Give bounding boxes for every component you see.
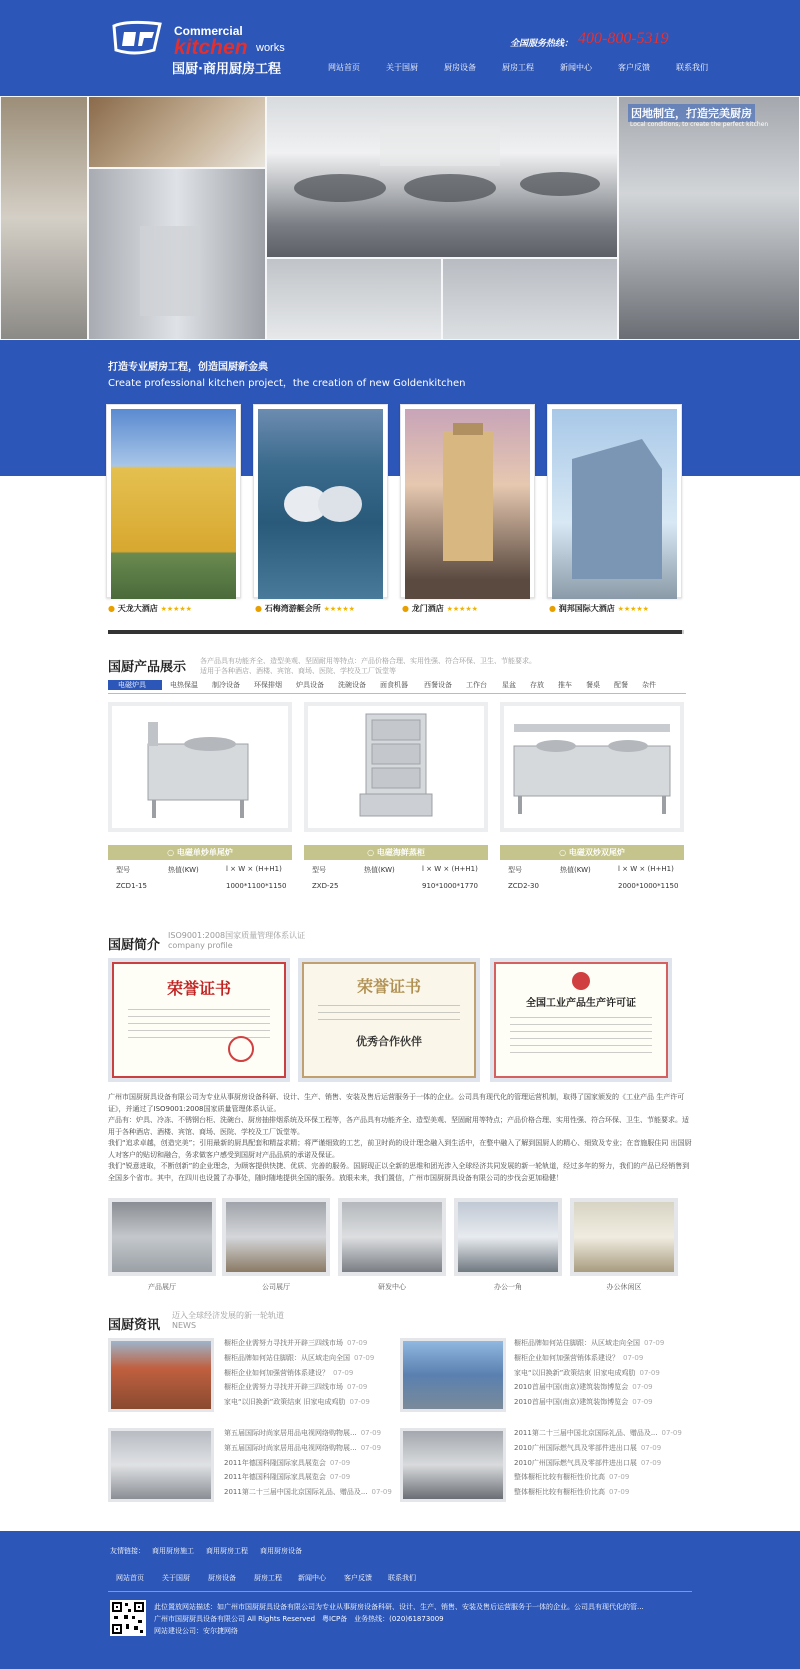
banner-wok-shapes xyxy=(0,96,800,340)
tab-warming[interactable]: 电热保温 xyxy=(170,681,198,689)
news-item-date: 07-09 xyxy=(360,1429,382,1437)
news-subtitle: 迈入全球经济发展的新一轮轨道 xyxy=(172,1311,284,1320)
product-photo-double-stove xyxy=(504,706,680,828)
news-item[interactable] xyxy=(514,1485,682,1500)
project-photo-longmen xyxy=(405,409,530,599)
tab-storage[interactable]: 存放 xyxy=(530,681,544,689)
product-name-bar[interactable]: ○ 电磁单炒单尾炉 xyxy=(108,845,292,860)
tab-misc[interactable]: 杂件 xyxy=(642,681,656,689)
project-caption[interactable]: ● 润邦国际大酒店 ★★★★★ xyxy=(549,604,649,613)
news-photo-expo[interactable] xyxy=(400,1338,506,1412)
project-photo-shimeiwan xyxy=(258,409,383,599)
qr-code-icon xyxy=(110,1600,146,1636)
product-name: 电磁双炒双尾炉 xyxy=(568,848,625,857)
seal-icon xyxy=(228,1036,254,1062)
news-list xyxy=(514,1426,682,1500)
news-list xyxy=(224,1336,374,1410)
spec-header-size: l × W × (H+H1) xyxy=(226,865,282,873)
news-item[interactable] xyxy=(224,1426,392,1441)
news-item-title: 2011年德国科隆国际家具展览会 xyxy=(224,1473,326,1482)
certificate-license[interactable] xyxy=(490,958,672,1082)
product-photo-steamer xyxy=(308,706,484,828)
hotline-number: 400-800-5319 xyxy=(578,30,669,47)
news-item-title: 第五届国际时尚家居用品电视网络购物展... xyxy=(224,1429,357,1437)
news-item-title: 2011年德国科隆国际家具展览会 xyxy=(224,1458,326,1467)
photo-company-hall xyxy=(226,1202,326,1272)
banner-slogan-cn: 因地制宜，打造完美厨房 xyxy=(628,104,755,122)
footer-nav-contact[interactable]: 联系我们 xyxy=(388,1574,416,1582)
news-item[interactable] xyxy=(514,1470,682,1485)
company-photo[interactable] xyxy=(454,1198,562,1276)
news-item-title: 2010广州国际燃气具及零部件进出口展 xyxy=(514,1458,637,1467)
news-photo-building[interactable] xyxy=(108,1338,214,1412)
spec-size: 1000*1100*1150 xyxy=(226,882,287,890)
footer-nav-engineering[interactable]: 厨房工程 xyxy=(254,1574,282,1582)
news-item-title: 2010首届中国(南京)建筑装饰博览会 xyxy=(514,1398,629,1407)
tab-induction[interactable]: 电磁炉具 xyxy=(108,680,162,690)
footer-nav-home[interactable]: 网站首页 xyxy=(116,1574,144,1582)
photo-caption: 办公休闲区 xyxy=(606,1283,642,1291)
footer-builder[interactable]: 网站建设公司：安尔捷网络 xyxy=(154,1627,238,1635)
friend-link[interactable]: 商用厨房工程 xyxy=(206,1547,248,1555)
projects-scrollbar-thumb[interactable] xyxy=(108,630,682,634)
news-item-title: 橱柜企业需努力寻找并开辟三四线市场 xyxy=(224,1339,343,1347)
product-tabs xyxy=(108,680,688,692)
news-item[interactable] xyxy=(514,1441,682,1456)
logo-icon[interactable] xyxy=(110,20,164,56)
hero-banner xyxy=(0,96,800,340)
footer-divider xyxy=(108,1591,692,1592)
spec-header-size: l × W × (H+H1) xyxy=(618,865,674,873)
nav-item-equipment[interactable]: 厨房设备 xyxy=(444,63,476,72)
banner-slogan-en: Local conditions, to create the perfect kitchen xyxy=(630,121,769,128)
news-item-date: 07-09 xyxy=(639,1368,660,1377)
photo-office xyxy=(458,1202,558,1272)
projects-title-en: Create professional kitchen project，the creation of new Goldenkitchen xyxy=(108,378,466,389)
news-item-date: 07-09 xyxy=(354,1353,375,1362)
footer-copyright: 广州市国厨厨具设备有限公司 All Rights Reserved 粤ICP备 业务热线：(020)61873009 xyxy=(154,1615,444,1623)
friend-links-label: 友情链接： xyxy=(110,1547,145,1555)
project-name: 润邦国际大酒店 xyxy=(558,604,615,613)
spec-header-model: 型号 xyxy=(116,866,130,874)
company-photo[interactable] xyxy=(222,1198,330,1276)
news-item[interactable] xyxy=(514,1366,664,1381)
about-subtitle: ISO9001:2008国家质量管理体系认证 xyxy=(168,931,306,940)
project-card[interactable] xyxy=(106,404,241,598)
logo-text-commercial: Commercial xyxy=(174,24,243,38)
news-item-date: 07-09 xyxy=(632,1383,653,1392)
certificate-title: 全国工业产品生产许可证 xyxy=(526,998,636,1009)
tabs-divider xyxy=(108,693,686,694)
news-item-date: 07-09 xyxy=(609,1488,630,1497)
footer-nav-feedback[interactable]: 客户反馈 xyxy=(344,1574,372,1582)
main-nav xyxy=(328,62,708,76)
news-item-date: 07-09 xyxy=(347,1383,368,1392)
news-item-title: 整体橱柜比较有橱柜性价比高 xyxy=(514,1488,605,1497)
news-item[interactable] xyxy=(514,1351,664,1366)
about-paragraph: 广州市国厨厨具设备有限公司为专业从事厨房设备科研、设计、生产、销售、安装及售后运营服务于一体的企业。公司具有现代化的管理运营机制，取得了国家颁发的《工业产品 生产许可证》，并通过了ISO9001:2008国家质量管理体系认证。 xyxy=(108,1093,685,1113)
spec-model: ZCD1-15 xyxy=(116,882,147,890)
nav-item-news[interactable]: 新闻中心 xyxy=(560,63,592,72)
logo-text-cn: 国厨·商用厨房工程 xyxy=(172,62,281,77)
project-photo-runbang xyxy=(552,409,677,599)
news-item-date: 07-09 xyxy=(632,1398,653,1407)
certificate-title: 荣誉证书 xyxy=(166,979,231,998)
footer-nav-about[interactable]: 关于国厨 xyxy=(162,1574,190,1582)
news-photo-equipment[interactable] xyxy=(400,1428,506,1502)
news-item-date: 07-09 xyxy=(640,1443,662,1452)
news-item[interactable] xyxy=(514,1336,664,1351)
news-item[interactable] xyxy=(514,1395,664,1410)
news-photo-kitchen[interactable] xyxy=(108,1428,214,1502)
product-card[interactable] xyxy=(304,702,488,832)
tab-stoves[interactable]: 炉具设备 xyxy=(296,681,324,689)
news-item[interactable] xyxy=(514,1426,682,1441)
news-item[interactable] xyxy=(224,1456,392,1471)
news-item[interactable] xyxy=(224,1470,392,1485)
about-paragraph: 产品有：炉具、冷冻、不锈钢台柜、洗碗台、厨房抽排烟系统及环保工程等，各产品具有功能齐全、造型美观、坚固耐用等特点；产品价格合理、实用性强、符合环保、卫生、节能要求。适用于各种酒店、酒楼、宾馆、商场、医院、学校及工厂饭堂等。 xyxy=(108,1116,689,1136)
news-item-title: 橱柜企业如何加强营销体系建设？ xyxy=(514,1353,619,1362)
product-card[interactable] xyxy=(108,702,292,832)
about-title: 国厨简介 xyxy=(108,938,161,953)
news-item[interactable] xyxy=(224,1441,392,1456)
projects-title-cn: 打造专业厨房工程，创造国厨新金典 xyxy=(108,362,268,373)
news-item-title: 橱柜企业需努力寻找并开辟三四线市场 xyxy=(224,1383,343,1392)
certificate-text-lines xyxy=(510,1017,652,1057)
friend-link[interactable]: 商用厨房施工 xyxy=(152,1547,194,1555)
photo-caption: 产品展厅 xyxy=(148,1283,176,1291)
spec-header-model: 型号 xyxy=(312,866,326,874)
photo-rd-center xyxy=(342,1202,442,1272)
footer-nav-news[interactable]: 新闻中心 xyxy=(298,1574,326,1582)
project-caption[interactable]: ● 龙门酒店 ★★★★★ xyxy=(402,604,478,613)
spec-model: ZXD-25 xyxy=(312,882,339,890)
nav-item-about[interactable]: 关于国厨 xyxy=(386,63,418,72)
spec-header-power: 热值(KW) xyxy=(364,866,395,874)
project-photo-tianlong xyxy=(111,409,236,599)
news-item-title: 橱柜品牌如何站住脚跟：从区域走向全国 xyxy=(514,1339,640,1347)
news-item-date: 07-09 xyxy=(360,1443,382,1452)
product-name: 电磁单炒单尾炉 xyxy=(176,848,233,857)
tab-pasta[interactable]: 面食机器 xyxy=(380,681,408,689)
tab-western[interactable]: 西餐设备 xyxy=(424,681,452,689)
news-item-date: 07-09 xyxy=(371,1488,392,1497)
project-card[interactable] xyxy=(253,404,388,598)
spec-header-model: 型号 xyxy=(508,866,522,874)
photo-lounge xyxy=(574,1202,674,1272)
product-name-bar[interactable]: ○ 电磁海鲜蒸柜 xyxy=(304,845,488,860)
news-item-title: 橱柜企业如何加强营销体系建设？ xyxy=(224,1368,329,1377)
star-rating: ★★★★★ xyxy=(323,605,355,613)
news-subtitle-en: NEWS xyxy=(172,1321,197,1330)
news-item-title: 2011第二十三届中国北京国际礼品、赠品及... xyxy=(224,1488,368,1497)
product-name-bar[interactable]: ○ 电磁双炒双尾炉 xyxy=(500,845,684,860)
news-item-title: 2010首届中国(南京)建筑装饰博览会 xyxy=(514,1383,629,1392)
star-rating: ★★★★★ xyxy=(160,605,192,613)
news-item[interactable] xyxy=(224,1351,374,1366)
news-item-title: 第五届国际时尚家居用品电视网络购物展... xyxy=(224,1443,357,1452)
news-title: 国厨资讯 xyxy=(108,1318,161,1333)
product-card[interactable] xyxy=(500,702,684,832)
tab-sink[interactable]: 星盆 xyxy=(502,681,516,689)
project-caption[interactable]: ● 天龙大酒店 ★★★★★ xyxy=(108,604,192,613)
products-desc: 各产品具有功能齐全、造型美观、坚固耐用等特点：产品价格合理、实用性强、符合环保、卫生、节能要求。 xyxy=(200,657,536,665)
tab-dishwash[interactable]: 洗碗设备 xyxy=(338,681,366,689)
photo-showroom xyxy=(112,1202,212,1272)
spec-size: 2000*1000*1150 xyxy=(618,882,679,890)
nav-item-feedback[interactable]: 客户反馈 xyxy=(618,63,650,72)
product-photo-single-stove xyxy=(112,706,288,828)
company-photo[interactable] xyxy=(570,1198,678,1276)
spec-model: ZCD2-30 xyxy=(508,882,539,890)
certificate-honor-1[interactable] xyxy=(108,958,290,1082)
news-item-date: 07-09 xyxy=(661,1429,682,1437)
certificate-text-lines xyxy=(128,1009,270,1039)
tab-cart[interactable]: 推车 xyxy=(558,681,572,689)
news-item-title: 2010广州国际燃气具及零部件进出口展 xyxy=(514,1443,637,1452)
about-paragraph: 我们“锐意进取，不断创新”的企业理念，为顾客提供快捷、优质、完善的服务。国厨现正以全新的思维和团光涉入全球经济共同发展的新一轮轨道，经过多年的努力，我们的产品已经销售到全国多个省市。其中，在四川也设置了办事处，随时随地提供全国的服务。放眼未来，我们置信，广州市国厨厨具设备有限公司的步伐会更加稳健！ xyxy=(108,1162,690,1182)
news-item-date: 07-09 xyxy=(609,1473,630,1482)
company-photo[interactable] xyxy=(338,1198,446,1276)
news-item[interactable] xyxy=(514,1456,682,1471)
star-rating: ★★★★★ xyxy=(617,605,649,613)
tab-exhaust[interactable]: 环保排烟 xyxy=(254,681,282,689)
news-item-date: 07-09 xyxy=(329,1458,351,1467)
star-rating: ★★★★★ xyxy=(446,605,478,613)
news-list xyxy=(224,1426,392,1500)
news-item-date: 07-09 xyxy=(349,1398,370,1407)
photo-caption: 研发中心 xyxy=(378,1283,406,1291)
products-desc: 适用于各种酒店、酒楼、宾馆、商场、医院、学校及工厂饭堂等 xyxy=(200,667,396,675)
about-text xyxy=(108,1092,692,1184)
spec-header-power: 热值(KW) xyxy=(560,866,591,874)
certificate-frame xyxy=(494,962,668,1078)
news-item-date: 07-09 xyxy=(623,1353,644,1362)
project-caption[interactable]: ● 石梅湾游艇会所 ★★★★★ xyxy=(255,604,355,613)
logo-text-kitchen: kitchen xyxy=(174,36,248,59)
news-item-date: 07-09 xyxy=(333,1368,354,1377)
project-name: 天龙大酒店 xyxy=(117,604,158,613)
about-paragraph: 我们“追求卓越，创造完美”；引用最新的厨具配套和精益求精；将严谨细致的工艺，前卫时尚的设计理念融入到生活中，在整中融入了解到国厨人的精心、细致及专业；在音施服住同 出国厨人对客户的贴切和融合，务求做客户感受到国厨对产品品质的承诺及保证。 xyxy=(108,1139,692,1159)
news-item[interactable] xyxy=(224,1366,374,1381)
news-item-title: 橱柜品牌如何站住脚跟：从区域走向全国 xyxy=(224,1353,350,1362)
project-name: 龙门酒店 xyxy=(411,604,444,613)
nav-item-contact[interactable]: 联系我们 xyxy=(676,63,708,72)
news-item[interactable] xyxy=(224,1380,374,1395)
footer-description: 此位置放网站描述：如广州市国厨厨具设备有限公司为专业从事厨房设备科研、设计、生产、销售、安装及售后运营服务于一体的企业。公司具有现代化的管... xyxy=(154,1603,644,1611)
friend-link[interactable]: 商用厨房设备 xyxy=(260,1547,302,1555)
products-title: 国厨产品展示 xyxy=(108,660,187,675)
spec-header-power: 热值(KW) xyxy=(168,866,199,874)
certificate-frame xyxy=(112,962,286,1078)
hotline-label: 全国服务热线： xyxy=(510,39,574,49)
tab-table[interactable]: 餐桌 xyxy=(586,681,600,689)
news-item-title: 家电“以旧换新”政策结束 旧家电成鸡肋 xyxy=(514,1368,636,1377)
logo-text-works: works xyxy=(256,42,285,54)
news-item[interactable] xyxy=(224,1336,374,1351)
tab-refrigeration[interactable]: 制冷设备 xyxy=(212,681,240,689)
news-list xyxy=(514,1336,664,1410)
spec-header-size: l × W × (H+H1) xyxy=(422,865,478,873)
company-photo[interactable] xyxy=(108,1198,216,1276)
news-item-date: 07-09 xyxy=(644,1339,665,1347)
news-item[interactable] xyxy=(224,1395,374,1410)
news-item[interactable] xyxy=(224,1485,392,1500)
photo-caption: 办公一角 xyxy=(494,1283,522,1291)
nav-item-home[interactable]: 网站首页 xyxy=(328,63,360,72)
project-name: 石梅湾游艇会所 xyxy=(264,604,321,613)
certificate-frame xyxy=(302,962,476,1078)
photo-caption: 公司展厅 xyxy=(262,1283,290,1291)
news-item-date: 07-09 xyxy=(329,1473,351,1482)
news-item-date: 07-09 xyxy=(347,1339,368,1347)
tab-meal[interactable]: 配餐 xyxy=(614,681,628,689)
news-item-title: 2011第二十三届中国北京国际礼品、赠品及... xyxy=(514,1429,658,1437)
news-item-title: 整体橱柜比较有橱柜性价比高 xyxy=(514,1473,605,1482)
footer-nav-equipment[interactable]: 厨房设备 xyxy=(208,1574,236,1582)
project-card[interactable] xyxy=(547,404,682,598)
certificate-honor-2[interactable] xyxy=(298,958,480,1082)
tab-worktable[interactable]: 工作台 xyxy=(466,681,487,689)
news-item-title: 家电“以旧换新”政策结束 旧家电成鸡肋 xyxy=(224,1398,346,1407)
spec-size: 910*1000*1770 xyxy=(422,882,478,890)
about-subtitle-en: company profile xyxy=(168,941,233,950)
project-card[interactable] xyxy=(400,404,535,598)
news-item[interactable] xyxy=(514,1380,664,1395)
certificate-text-lines xyxy=(318,1005,460,1025)
product-name: 电磁海鲜蒸柜 xyxy=(376,848,425,857)
emblem-icon xyxy=(572,972,590,990)
certificate-subtitle: 优秀合作伙伴 xyxy=(356,1035,422,1048)
nav-item-engineering[interactable]: 厨房工程 xyxy=(502,63,534,72)
news-item-date: 07-09 xyxy=(640,1458,662,1467)
certificate-title: 荣誉证书 xyxy=(356,977,421,996)
